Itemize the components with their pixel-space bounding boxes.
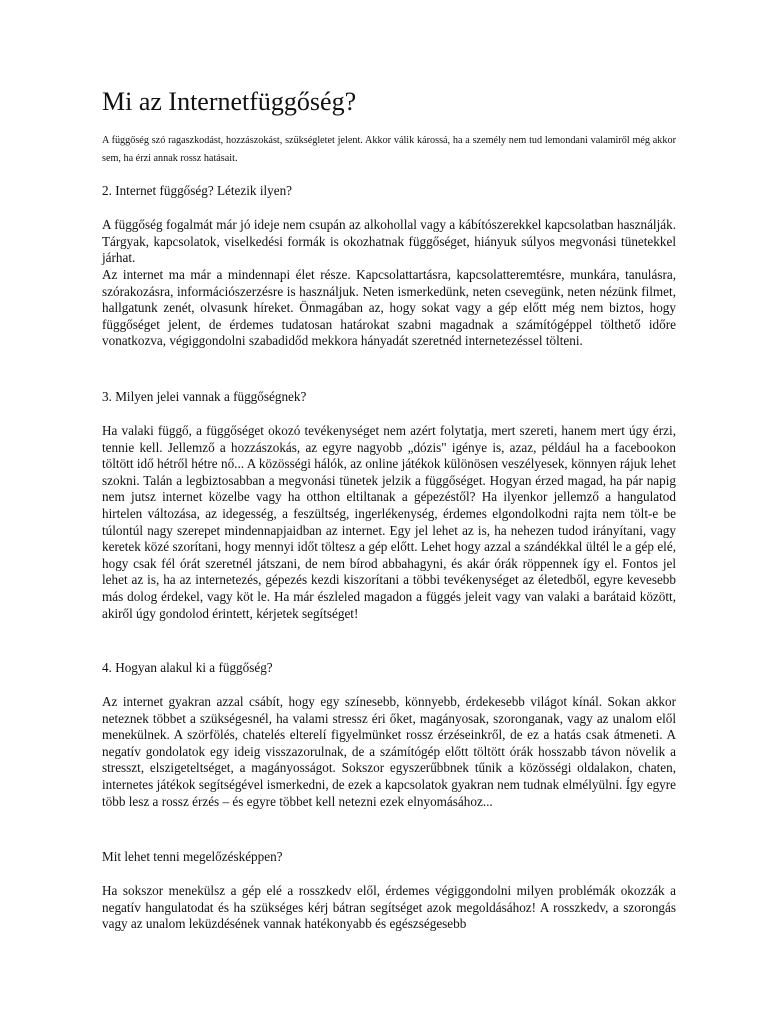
section-2-heading: 2. Internet függőség? Létezik ilyen?: [102, 183, 293, 198]
section-3-paragraph-1: Ha valaki függő, a függőséget okozó tevékenységet nem azért folytatja, mert szereti, hanem mert úgy érzi, tennie kell. Jellemző a hozzászokás, az egyre nagyobb „dózis" igénye is, azaz, például ha a facebookon töltött idő hétről hétre nő... A közösségi hálók, az online játékok különösen veszélyesek, könnyen rájuk lehet szokni. Talán a legbiztosabban a megvonási tünetek jelzik a függőséget. Hogyan érzed magad, ha pár napig nem jutsz internet közelbe vagy ha otthon eltiltanak a gépezéstől? Ha ilyenkor jellemző a hangulatod hirtelen változása, az idegesség, a feszültség, ingerlékenység, érdemes elgondolkodni rajta nem tölt-e be túlontúl nagy szerepet mindennapjaidban az internet. Egy jel lehet az is, ha nehezen tudod irányítani, vagy keretek közé szorítani, hogy mennyi időt töltesz a gép előtt. Lehet hogy azzal a szándékkal ültél le a gép elé, hogy csak fél órát szeretnél játszani, de nem bírod abbahagyni, és akár órák röppennek így el. Fontos jel lehet az is, ha az internetezés, gépezés kezdi kiszorítani a többi tevékenységet az életedből, egyre kevesebb más dolog érdekel, vagy köt le. Ha már észleled magadon a függés jeleit vagy van valaki a barátaid között, akiről úgy gondolod érintett, kérjetek segítséget!: [102, 423, 676, 621]
section-5-paragraph-1: Ha sokszor menekülsz a gép elé a rosszkedv elől, érdemes végiggondolni milyen problémák okozzák a negatív hangulatodat és ha szükséges kérj bátran segítséget azok megoldásához! A rosszkedv, a szorongás vagy az unalom leküzdésének vannak hatékonyabb és egészségesebb: [102, 883, 676, 932]
intro-paragraph: A függőség szó ragaszkodást, hozzászokást, szükségletet jelent. Akkor válik károssá, ha a személy nem tud lemondani valamiről még akkor sem, ha érzi annak rossz hatásait.: [102, 135, 676, 164]
section-4-heading: 4. Hogyan alakul ki a függőség?: [102, 660, 273, 675]
section-3-heading: 3. Milyen jelei vannak a függőségnek?: [102, 389, 307, 404]
section-4-paragraph-1: Az internet gyakran azzal csábít, hogy egy színesebb, könnyebb, érdekesebb világot kínál. Sokan akkor neteznek többet a szükségesnél, ha valami stressz éri őket, magányosak, szoronganak, vagy az unalom elől menekülnek. A szörfölés, chatelés elterelí figyelmünket rossz érzéseinkről, de ez a hatás csak átmeneti. A negatív gondolatok egy ideig visszazorulnak, de a számítógép előtt töltött órák hosszabb távon növelik a stresszt, elszigeteltséget, a magányosságot. Sokszor egyszerűbbnek tűnik a közösségi oldalakon, chaten, internetes játékok segítségével ismerkedni, de ezek a kapcsolatok gyakran nem tudnak elmélyülni. Így egyre több lesz a rossz érzés – és egyre többet kell netezni ezek elnyomásához...: [102, 694, 676, 809]
section-2-paragraph-1: A függőség fogalmát már jó ideje nem csupán az alkohollal vagy a kábítószerekkel kapcsolatban használják. Tárgyak, kapcsolatok, viselkedési formák is okozhatnak függőséget, hiányuk súlyos megvonási tünetekkel járhat.: [102, 217, 676, 266]
page-title: Mi az Internetfüggőség?: [102, 87, 357, 116]
section-2-paragraph-2: Az internet ma már a mindennapi élet része. Kapcsolattartásra, kapcsolatteremtésre, munkára, tanulásra, szórakozásra, információszerzésre is használjuk. Neten ismerkedünk, neten csevegünk, neten nézünk filmet, hallgatunk zenét, olvasunk híreket. Önmagában az, hogy sokat vagy a gép előtt még nem biztos, hogy függőséget jelent, de érdemes tudatosan határokat szabni magadnak a számítógéppel tölthető időre vonatkozva, végiggondolni szabadidőd mekkora hányadát szeretnéd internetezéssel tölteni.: [102, 267, 676, 349]
section-5-heading: Mit lehet tenni megelőzésképpen?: [102, 849, 283, 864]
